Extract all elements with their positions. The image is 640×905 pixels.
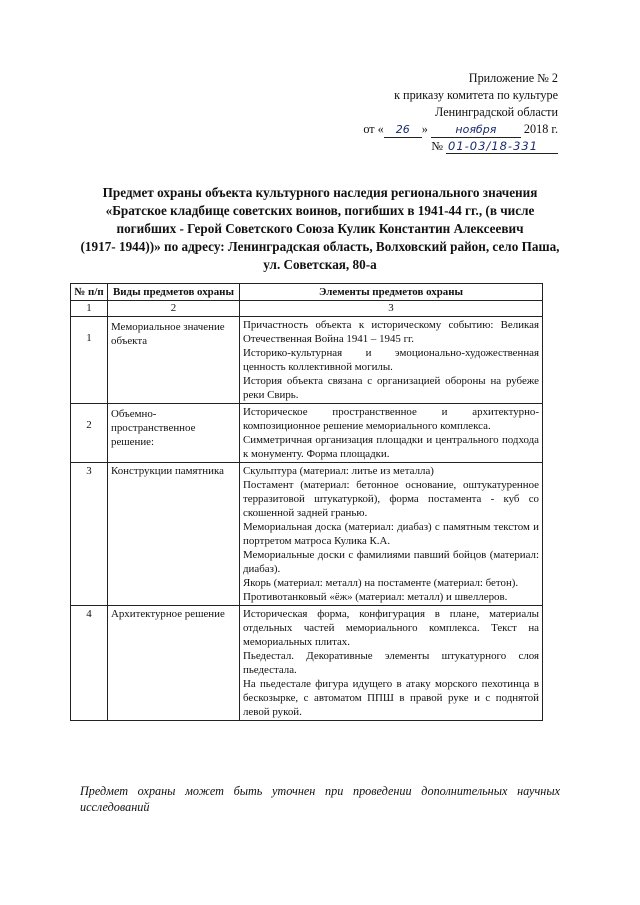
row-kind: Архитектурное решение (108, 606, 240, 721)
date-prefix: от « (363, 122, 384, 136)
column-number-row (71, 301, 543, 317)
row-kind: Конструкции памятника (108, 463, 240, 606)
element-item: Причастность объекта к историческому событию: Великая Отечественная Война 1941 – 1945 гг. (243, 319, 539, 345)
col-number-3: 3 (240, 301, 543, 317)
row-elements (240, 606, 543, 721)
element-item: История объекта связана с организацией обороны на рубеже реки Свирь. (243, 375, 539, 401)
appendix-line-2: к приказу комитета по культуре (394, 88, 558, 102)
table-row (71, 404, 543, 463)
date-year: 2018 г. (523, 122, 558, 136)
element-item: Постамент (материал: бетонное основание, оштукатуренное терразитовой штукатуркой), форма постамента - куб со скошенной задней гранью. (243, 479, 539, 519)
title-line-1: Предмет охраны объекта культурного наследия регионального значения (102, 185, 538, 200)
element-item: Историческое пространственное и архитектурно-композиционное решение мемориального комплекса. (243, 406, 539, 432)
row-elements (240, 463, 543, 606)
header-elements: Элементы предметов охраны (240, 284, 543, 301)
element-item: Противотанковый «ёж» (материал: металл) и швеллеров. (243, 591, 508, 603)
element-item: Мемориальная доска (материал: диабаз) с памятным текстом и портретом матроса Кулика К.А. (243, 521, 539, 547)
date-day-handwritten: 26 (384, 123, 422, 138)
element-item: На пьедестале фигура идущего в атаку морского пехотинца в бескозырке, с автоматом ППШ в правой руке и с поднятой левой рукой. (243, 678, 539, 718)
appendix-date-line (363, 121, 558, 138)
table-row (71, 463, 543, 606)
header-index: № п/п (71, 284, 108, 301)
appendix-line-1: Приложение № 2 (468, 71, 558, 85)
appendix-number-line (363, 138, 558, 155)
element-item: Пьедестал. Декоративные элементы штукатурного слоя пьедестала. (243, 650, 539, 676)
element-item: Мемориальные доски с фамилиями павший бойцов (материал: диабаз). (243, 549, 539, 575)
row-kind: Объемно-пространственное решение: (108, 404, 240, 463)
table-header-row (71, 284, 543, 301)
col-number-1: 1 (71, 301, 108, 317)
date-mid: » (421, 122, 428, 136)
footnote: Предмет охраны может быть уточнен при проведении дополнительных научных исследований (80, 784, 560, 814)
row-kind: Мемориальное значение объекта (108, 317, 240, 404)
document-title (30, 184, 610, 274)
title-line-3: погибших - Герой Советского Союза Кулик Константин Алексеевич (116, 221, 524, 236)
col-number-2: 2 (108, 301, 240, 317)
row-index: 4 (71, 606, 108, 721)
row-index: 1 (71, 317, 108, 404)
protection-table (70, 283, 543, 721)
element-item: Историческая форма, конфигурация в плане, материалы отдельных частей мемориального комплекса. Текст на мемориальных плитах. (243, 608, 539, 648)
row-index: 2 (71, 404, 108, 463)
element-item: Якорь (материал: металл) на постаменте (материал: бетон). (243, 577, 519, 589)
title-line-2: «Братское кладбище советских воинов, погибших в 1941-44 гг., (в числе (105, 203, 535, 218)
title-line-4: (1917- 1944))» по адресу: Ленинградская область, Волховский район, село Паша, (80, 239, 560, 254)
element-item: Историко-культурная и эмоционально-художественная ценность коллективной могилы. (243, 347, 539, 373)
title-line-5: ул. Советская, 80-а (263, 257, 377, 272)
row-elements (240, 404, 543, 463)
table-row (71, 606, 543, 721)
appendix-block (363, 70, 558, 155)
row-index: 3 (71, 463, 108, 606)
element-item: Симметричная организация площадки и центрального подхода к монументу. Форма площадки. (243, 434, 539, 460)
table-row (71, 317, 543, 404)
header-kind: Виды предметов охраны (108, 284, 240, 301)
element-item: Скульптура (материал: литье из металла) (243, 465, 434, 477)
row-elements (240, 317, 543, 404)
order-number-handwritten: 01-03/18-331 (446, 139, 558, 154)
appendix-line-3: Ленинградской области (435, 105, 558, 119)
number-prefix: № (431, 139, 443, 153)
date-month-handwritten: ноября (431, 123, 521, 138)
